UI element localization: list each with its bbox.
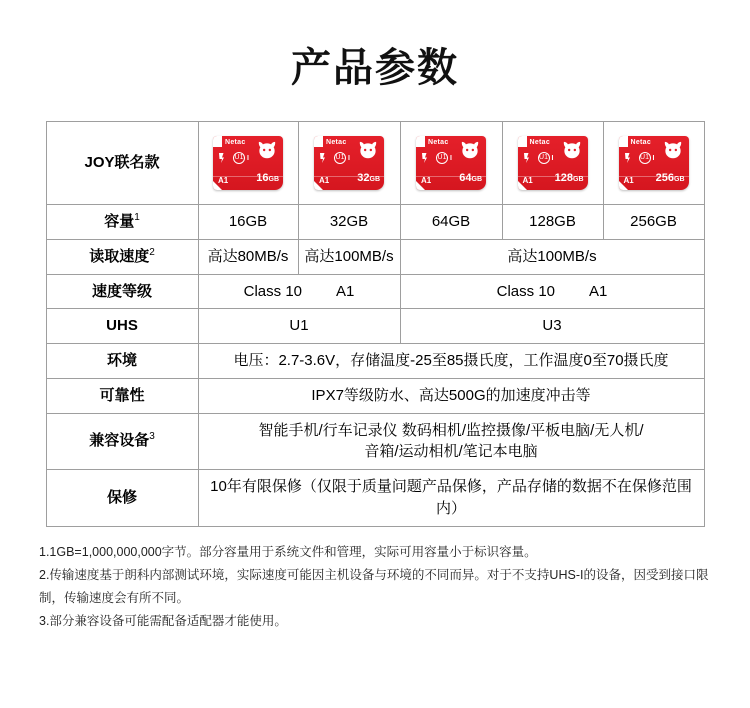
card-a1-badge: A1 <box>522 176 533 186</box>
card-cell-32gb <box>298 122 400 205</box>
row-label-warranty: 保修 <box>46 470 198 527</box>
table-row-speed-class <box>46 274 704 309</box>
row-label-read-speed: 读取速度$^2$ <box>46 239 198 274</box>
card-cell-64gb <box>400 122 502 205</box>
card-capacity-label: 128GB <box>554 172 584 185</box>
microsd-logo-icon <box>623 152 637 164</box>
card-roman-badge: I <box>551 154 554 162</box>
table-row-warranty <box>46 470 704 527</box>
card-cell-256gb <box>603 122 704 205</box>
card-brand-label: Netac <box>529 139 551 146</box>
card-class-badge: U1 <box>639 152 651 164</box>
row-label-uhs: UHS <box>46 309 198 344</box>
uhs-left: U1 <box>198 309 400 344</box>
card-capacity-label: 16GB <box>256 172 279 185</box>
card-logo-group <box>623 152 655 164</box>
microsd-card-16gb <box>213 136 283 190</box>
table-row-reliability <box>46 378 704 413</box>
spec-table <box>46 121 705 527</box>
table-row-compatible <box>46 413 704 470</box>
environment-value: 电压：2.7-3.6V，存储温度-25至85摄氏度，工作温度0至70摄氏度 <box>198 344 704 379</box>
microsd-card-128gb <box>518 136 588 190</box>
row-label-environment: 环境 <box>46 344 198 379</box>
row-label-joy: JOY联名款 <box>46 122 198 205</box>
capacity-value-16gb: 16GB <box>198 205 298 240</box>
bull-icon <box>254 137 280 163</box>
card-brand-label: Netac <box>428 139 449 146</box>
footnotes <box>39 541 711 634</box>
capacity-value-32gb: 32GB <box>298 205 400 240</box>
read-speed-16gb: 高达80MB/s <box>198 239 298 274</box>
capacity-value-128gb: 128GB <box>502 205 603 240</box>
card-cell-16gb <box>198 122 298 205</box>
card-roman-badge: I <box>450 154 452 162</box>
card-roman-badge: I <box>652 154 655 162</box>
row-label-reliability: 可靠性 <box>46 378 198 413</box>
bull-icon <box>660 137 686 163</box>
microsd-card-256gb <box>619 136 689 190</box>
card-logo-group <box>217 152 249 164</box>
row-label-speed-class: 速度等级 <box>46 274 198 309</box>
card-logo-group <box>522 152 554 164</box>
card-brand-label: Netac <box>326 139 347 146</box>
compatible-line-2: 音箱/运动相机/笔记本电脑 <box>364 443 538 461</box>
capacity-value-64gb: 64GB <box>400 205 502 240</box>
card-a1-badge: A1 <box>421 176 432 186</box>
speed-class-right: Class 10 A1 <box>400 274 704 309</box>
card-roman-badge: I <box>348 154 350 162</box>
card-class-badge: U1 <box>538 152 550 164</box>
read-speed-64-256gb: 高达100MB/s <box>400 239 704 274</box>
card-class-badge: U1 <box>233 152 245 164</box>
compatible-value <box>198 413 704 470</box>
table-row-environment <box>46 344 704 379</box>
card-class-badge: U1 <box>436 152 448 164</box>
microsd-logo-icon <box>420 152 434 164</box>
reliability-value: IPX7等级防水、高达500G的加速度冲击等 <box>198 378 704 413</box>
table-row-uhs <box>46 309 704 344</box>
card-a1-badge: A1 <box>319 176 330 186</box>
table-row-joy <box>46 122 704 205</box>
microsd-logo-icon <box>522 152 536 164</box>
row-label-compatible: 兼容设备$^3$ <box>46 413 198 470</box>
row-label-capacity: 容量$^1$ <box>46 205 198 240</box>
card-capacity-label: 64GB <box>459 172 482 185</box>
microsd-card-64gb <box>416 136 486 190</box>
card-logo-group <box>420 152 452 164</box>
read-speed-32gb: 高达100MB/s <box>298 239 400 274</box>
table-row-read-speed <box>46 239 704 274</box>
card-brand-label: Netac <box>225 139 246 146</box>
microsd-logo-icon <box>318 152 332 164</box>
microsd-logo-icon <box>217 152 231 164</box>
card-cell-128gb <box>502 122 603 205</box>
compatible-line-1: 智能手机/行车记录仪 数码相机/监控摄像/平板电脑/无人机/ <box>258 421 644 439</box>
uhs-right: U3 <box>400 309 704 344</box>
card-brand-label: Netac <box>630 139 652 146</box>
bull-icon <box>457 137 483 163</box>
bull-icon <box>355 137 381 163</box>
speed-class-left: Class 10 A1 <box>198 274 400 309</box>
card-a1-badge: A1 <box>623 176 634 186</box>
footnote-2: 2.传输速度基于朗科内部测试环境，实际速度可能因主机设备与环境的不同而异。对于不支持UHS-I的设备，因受到接口限制，传输速度会有所不同。 <box>39 567 709 605</box>
card-capacity-label: 32GB <box>357 172 380 185</box>
card-capacity-label: 256GB <box>655 172 685 185</box>
card-logo-group <box>318 152 350 164</box>
card-roman-badge: I <box>247 154 249 162</box>
footnote-1: 1.1GB=1,000,000,000字节。部分容量用于系统文件和管理，实际可用容量小于标识容量。 <box>39 544 537 559</box>
page-title: 产品参数 <box>291 46 459 90</box>
card-class-badge: U1 <box>334 152 346 164</box>
warranty-value: 10年有限保修（仅限于质量问题产品保修，产品存储的数据不在保修范围内） <box>198 470 704 527</box>
card-a1-badge: A1 <box>218 176 229 186</box>
footnote-3: 3.部分兼容设备可能需配备适配器才能使用。 <box>39 613 287 628</box>
microsd-card-32gb <box>314 136 384 190</box>
bull-icon <box>559 137 585 163</box>
capacity-value-256gb: 256GB <box>603 205 704 240</box>
table-row-capacity <box>46 205 704 240</box>
